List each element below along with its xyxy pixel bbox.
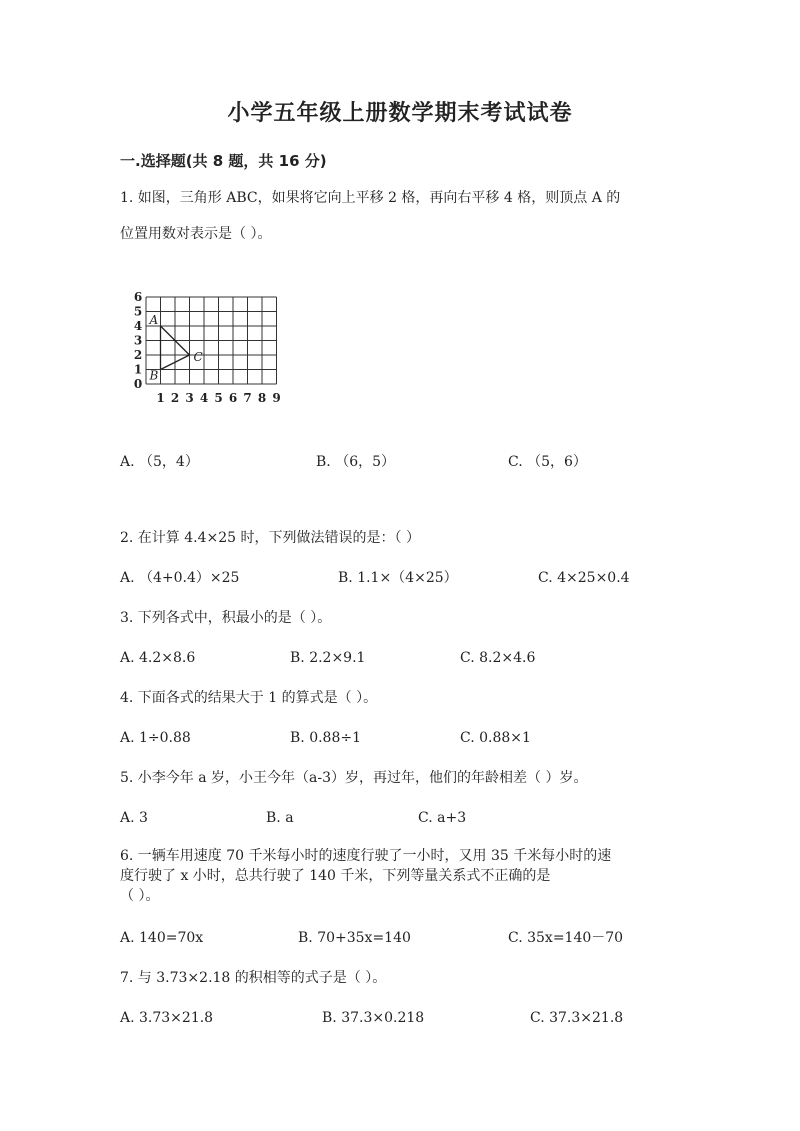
question-6-option-a[interactable]: A. 140=70x [120, 930, 204, 946]
y-axis-tick-label: 3 [133, 333, 143, 348]
question-3-option-a[interactable]: A. 4.2×8.6 [120, 650, 196, 666]
question-2-option-c[interactable]: C. 4×25×0.4 [538, 570, 630, 586]
y-axis-tick-label: 0 [133, 377, 143, 391]
x-axis-tick-label: 4 [199, 391, 209, 405]
question-4-option-b[interactable]: B. 0.88÷1 [290, 730, 361, 746]
question-2-text: 2. 在计算 4.4×25 时，下列做法错误的是：（ ） [120, 530, 420, 546]
page-title: 小学五年级上册数学期末考试试卷 [227, 101, 573, 126]
question-1-text-line-2: 位置用数对表示是（ ）。 [120, 226, 272, 242]
question-7-option-a[interactable]: A. 3.73×21.8 [120, 1010, 214, 1026]
question-1-text-line-1: 1. 如图，三角形 ABC，如果将它向上平移 2 格，再向右平移 4 格，则顶点 A 的 [120, 190, 621, 206]
question-7-option-b[interactable]: B. 37.3×0.218 [322, 1010, 425, 1026]
x-axis-tick-label: 5 [214, 391, 223, 405]
question-7-text: 7. 与 3.73×2.18 的积相等的式子是（ ）。 [120, 970, 387, 986]
question-3-option-c[interactable]: C. 8.2×4.6 [460, 650, 536, 666]
question-6-text-line-3: （ ）。 [120, 888, 160, 904]
question-4-option-a[interactable]: A. 1÷0.88 [120, 730, 191, 746]
vertex-label: A [149, 313, 159, 327]
x-axis-tick-label: 6 [228, 391, 238, 405]
x-axis-tick-label: 9 [272, 391, 281, 405]
question-1-option-b[interactable]: B. （6，5） [316, 454, 396, 470]
question-5-option-b[interactable]: B. a [266, 810, 294, 826]
axis-labels [134, 290, 281, 405]
question-1-option-c[interactable]: C. （5，6） [508, 454, 587, 470]
question-4-option-c[interactable]: C. 0.88×1 [460, 730, 531, 746]
question-5-option-c[interactable]: C. a+3 [418, 810, 467, 826]
question-6-text-line-1: 6. 一辆车用速度 70 千米每小时的速度行驶了一小时，又用 35 千米每小时的速 [120, 848, 612, 864]
y-axis-tick-label: 4 [133, 319, 143, 333]
x-axis-tick-label: 8 [257, 391, 267, 405]
question-4-text: 4. 下面各式的结果大于 1 的算式是（ ）。 [120, 690, 378, 706]
y-axis-tick-label: 5 [133, 304, 143, 319]
grid-lines [146, 297, 277, 384]
question-1-option-a[interactable]: A. （5，4） [120, 454, 199, 470]
y-axis-tick-label: 6 [133, 290, 143, 304]
question-7-option-c[interactable]: C. 37.3×21.8 [530, 1010, 624, 1026]
question-3-option-b[interactable]: B. 2.2×9.1 [290, 650, 366, 666]
vertex-label: C [193, 350, 203, 364]
question-2-option-a[interactable]: A. （4+0.4）×25 [120, 570, 240, 586]
y-axis-tick-label: 1 [133, 362, 143, 377]
vertex-label: B [149, 368, 159, 383]
x-axis-tick-label: 1 [156, 391, 165, 405]
coordinate-grid-figure [124, 278, 304, 410]
question-6-option-b[interactable]: B. 70+35x=140 [298, 930, 411, 946]
y-axis-tick-label: 2 [133, 348, 143, 362]
question-6-text-line-2: 度行驶了 x 小时，总共行驶了 140 千米，下列等量关系式不正确的是 [120, 868, 551, 884]
x-axis-tick-label: 7 [243, 391, 252, 405]
question-5-option-a[interactable]: A. 3 [120, 810, 148, 826]
question-6-option-c[interactable]: C. 35x=140－70 [508, 930, 624, 946]
x-axis-tick-label: 2 [170, 391, 180, 405]
section-heading: 一.选择题(共 8 题，共 16 分) [120, 152, 327, 170]
question-3-text: 3. 下列各式中，积最小的是（ ）。 [120, 610, 332, 626]
x-axis-tick-label: 3 [185, 391, 194, 405]
question-2-option-b[interactable]: B. 1.1×（4×25） [338, 570, 458, 586]
triangle-abc [149, 313, 203, 383]
question-5-text: 5. 小李今年 a 岁，小王今年（a-3）岁，再过年，他们的年龄相差（ ）岁。 [120, 770, 588, 786]
